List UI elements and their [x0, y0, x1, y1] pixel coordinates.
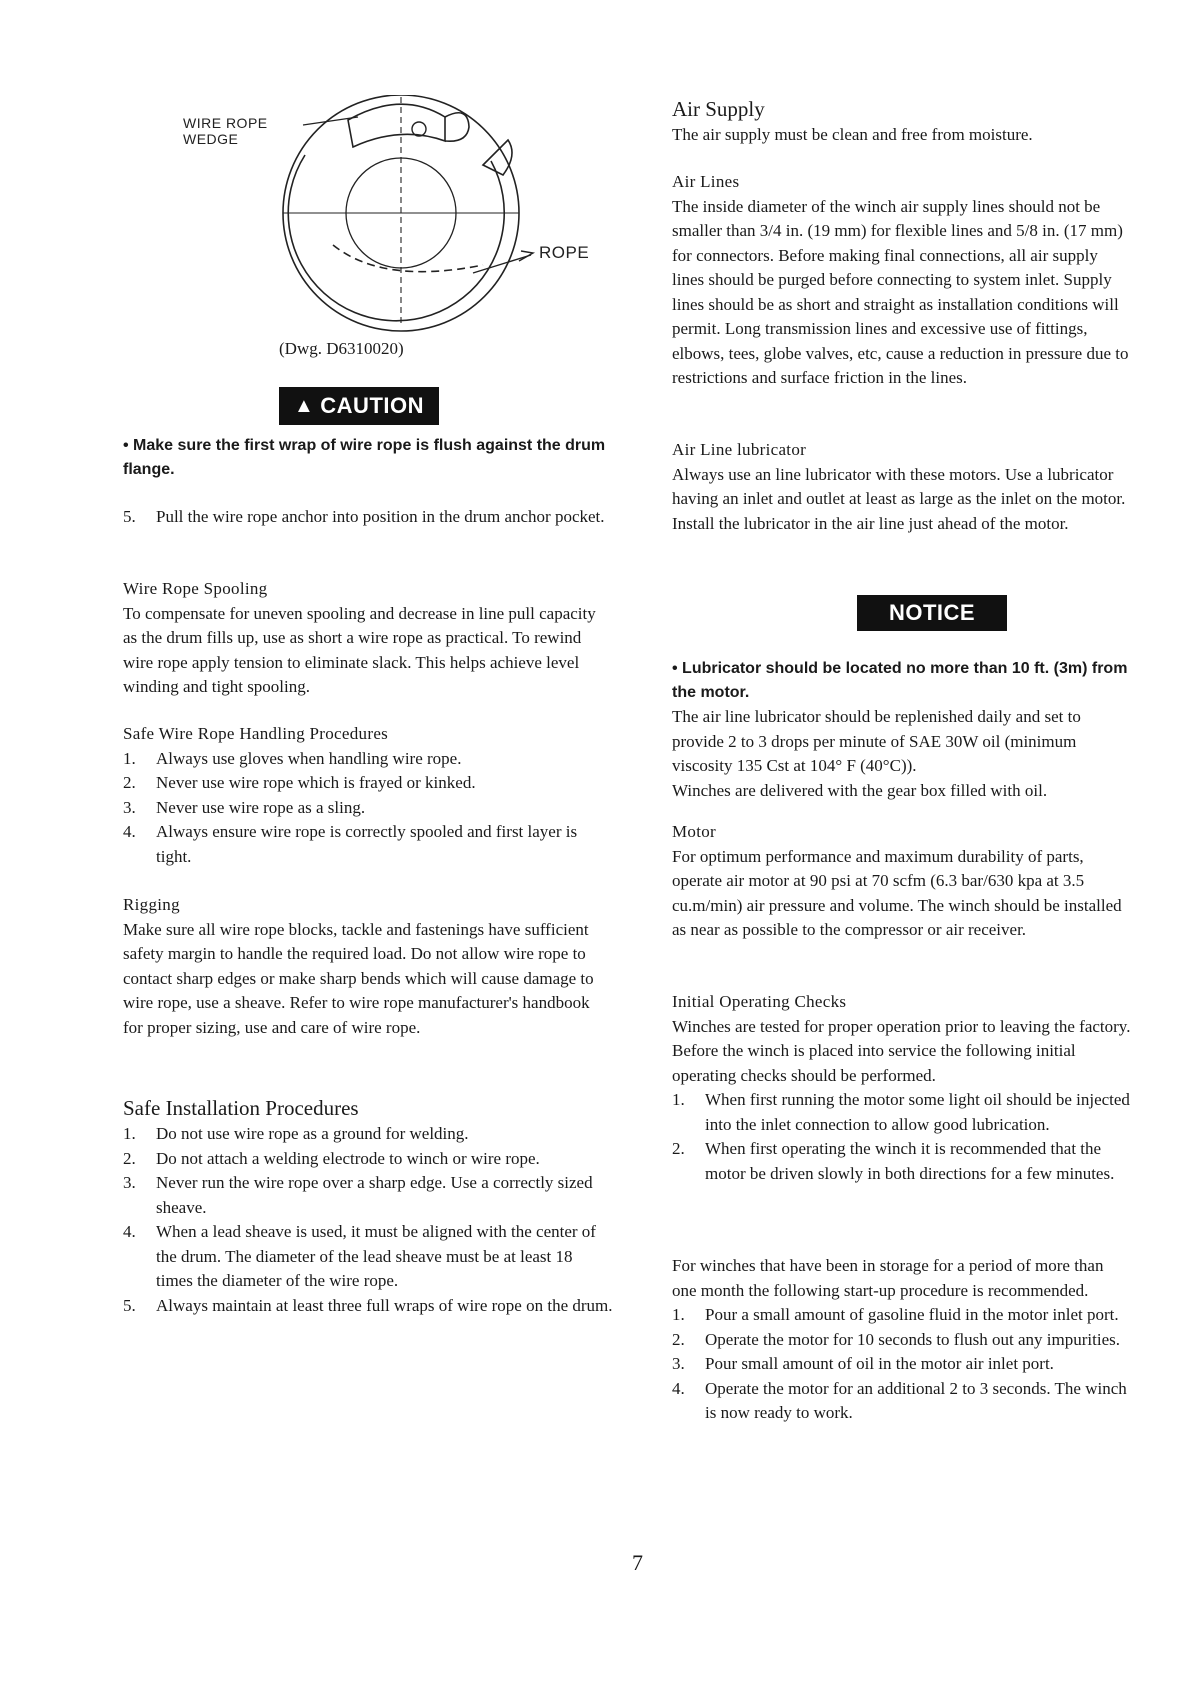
air-supply-heading: Air Supply — [672, 97, 765, 121]
motor-text: For optimum performance and maximum durability of parts, operate air motor at 90 psi at 70 scfm (6.3 bar/630 kpa at 3.5 cu.m/min) air pressure and volume. The winch should be installed as near as possible to the compressor or air receiver. — [672, 846, 1122, 939]
initial-checks-list — [672, 1088, 1132, 1186]
list-item: 4. Always ensure wire rope is correctly spooled and first layer is tight. — [123, 822, 578, 866]
safe-installation-heading: Safe Installation Procedures — [123, 1096, 359, 1120]
list-item: 1. Do not use wire rope as a ground for welding. — [123, 1124, 469, 1143]
notice-text-2: Winches are delivered with the gear box filled with oil. — [672, 780, 1048, 800]
safe-handling-section — [123, 722, 613, 869]
wire-rope-spooling-text: To compensate for uneven spooling and decrease in line pull capacity as the drum fills up, use as short a wire rope as practical. To rewind wire rope apply tension to eliminate slack. This helps achieve level winding and tight spooling. — [123, 603, 596, 696]
air-lines-section — [672, 170, 1132, 391]
list-item: 4. Operate the motor for an additional 2 to 3 seconds. The winch is now ready to work. — [672, 1378, 1127, 1422]
notice-section — [672, 657, 1132, 803]
notice-text-1: The air line lubricator should be replenished daily and set to provide 2 to 3 drops per minute of SAE 30W oil (minimum viscosity 135 Cst at 104° F (40°C)). — [672, 707, 1081, 775]
motor-section — [672, 820, 1132, 943]
drum-drawing — [183, 95, 603, 340]
safe-installation-section — [123, 1094, 613, 1318]
motor-heading: Motor — [672, 822, 716, 841]
drawing-caption: (Dwg. D6310020) — [279, 339, 404, 358]
list-item: 4. When a lead sheave is used, it must be aligned with the center of the drum. The diameter of the lead sheave must be at least 18 times the diameter of the wire rope. — [123, 1222, 596, 1290]
caution-label: CAUTION — [320, 393, 424, 418]
safe-installation-list — [123, 1122, 613, 1318]
storage-list — [672, 1303, 1132, 1426]
rigging-text: Make sure all wire rope blocks, tackle and fastenings have sufficient safety margin to handle the required load. Do not allow wire rope to contact sharp edges or make sharp bends which will cause damage to wire rope, use a sheave. Refer to wire rope manufacturer's handbook for proper sizing, use and care of wire rope. — [123, 919, 594, 1037]
notice-note: • Lubricator should be located no more than 10 ft. (3m) from the motor. — [672, 660, 1128, 701]
air-lines-heading: Air Lines — [672, 172, 740, 191]
rigging-section — [123, 893, 613, 1040]
label-rope: ROPE — [539, 243, 590, 262]
safe-handling-list — [123, 747, 613, 870]
safe-handling-heading: Safe Wire Rope Handling Procedures — [123, 724, 389, 743]
label-wire-rope: WIRE ROPE — [183, 115, 268, 131]
list-item: 1. When first running the motor some light oil should be injected into the inlet connection to allow good lubrication. — [672, 1090, 1130, 1134]
storage-text: For winches that have been in storage for a period of more than one month the following start-up procedure is recommended. — [672, 1256, 1104, 1300]
air-supply-section — [672, 95, 1132, 148]
air-lines-text: The inside diameter of the winch air supply lines should not be smaller than 3/4 in. (19 mm) for flexible lines and 5/8 in. (17 mm) for connectors. Before making final connections, all air supply lines should be purged before connecting to system inlet. Supply lines should be as short and straight as installation conditions will permit. Long transmission lines and excessive use of fittings, elbows, tees, globe valves, etc, cause a reduction in pressure due to restrictions and surface friction in the lines. — [672, 196, 1129, 387]
storage-section — [672, 1254, 1132, 1426]
wire-rope-wedge-figure — [183, 95, 603, 365]
list-item: 2. Operate the motor for 10 seconds to flush out any impurities. — [672, 1329, 1120, 1349]
list-item: 3. Never use wire rope as a sling. — [123, 797, 366, 817]
label-wedge: WEDGE — [183, 131, 239, 147]
notice-banner — [857, 595, 1007, 631]
initial-checks-section — [672, 990, 1132, 1186]
warning-triangle-icon: ▲ — [293, 394, 315, 417]
list-item: 3. Never run the wire rope over a sharp edge. Use a correctly sized sheave. — [123, 1173, 593, 1217]
list-item: 5. Always maintain at least three full wraps of wire rope on the drum. — [123, 1295, 613, 1315]
list-item: 2. Do not attach a welding electrode to winch or wire rope. — [123, 1148, 540, 1168]
wire-rope-spooling-heading: Wire Rope Spooling — [123, 579, 268, 598]
initial-checks-heading: Initial Operating Checks — [672, 992, 847, 1011]
air-line-lubricator-text: Always use an line lubricator with these motors. Use a lubricator having an inlet and outlet at least as large as the inlet on the motor. Install the lubricator in the air line just ahead of the motor. — [672, 464, 1126, 533]
list-item: 1. Pour a small amount of gasoline fluid in the motor inlet port. — [672, 1305, 1119, 1324]
list-item: 2. Never use wire rope which is frayed or kinked. — [123, 773, 476, 792]
page-number: 7 — [632, 1550, 643, 1575]
air-supply-text: The air supply must be clean and free from moisture. — [672, 125, 1033, 144]
air-line-lubricator-section — [672, 438, 1132, 536]
notice-label: NOTICE — [888, 600, 976, 625]
caution-banner — [279, 387, 439, 425]
initial-checks-text: Winches are tested for proper operation prior to leaving the factory. Before the winch is placed into service the following initial operating checks should be performed. — [672, 1016, 1131, 1085]
list-item: 2. When first operating the winch it is recommended that the motor be driven slowly in both directions for a few minutes. — [672, 1139, 1115, 1183]
step-5: 5. Pull the wire rope anchor into position in the drum anchor pocket. — [123, 507, 605, 526]
air-line-lubricator-heading: Air Line lubricator — [672, 440, 807, 459]
rigging-heading: Rigging — [123, 895, 180, 914]
list-item: 1. Always use gloves when handling wire rope. — [123, 748, 462, 768]
wire-rope-spooling-section — [123, 577, 613, 700]
caution-note: • Make sure the first wrap of wire rope is flush against the drum flange. — [123, 437, 606, 478]
list-item: 3. Pour small amount of oil in the motor air inlet port. — [672, 1354, 1054, 1373]
